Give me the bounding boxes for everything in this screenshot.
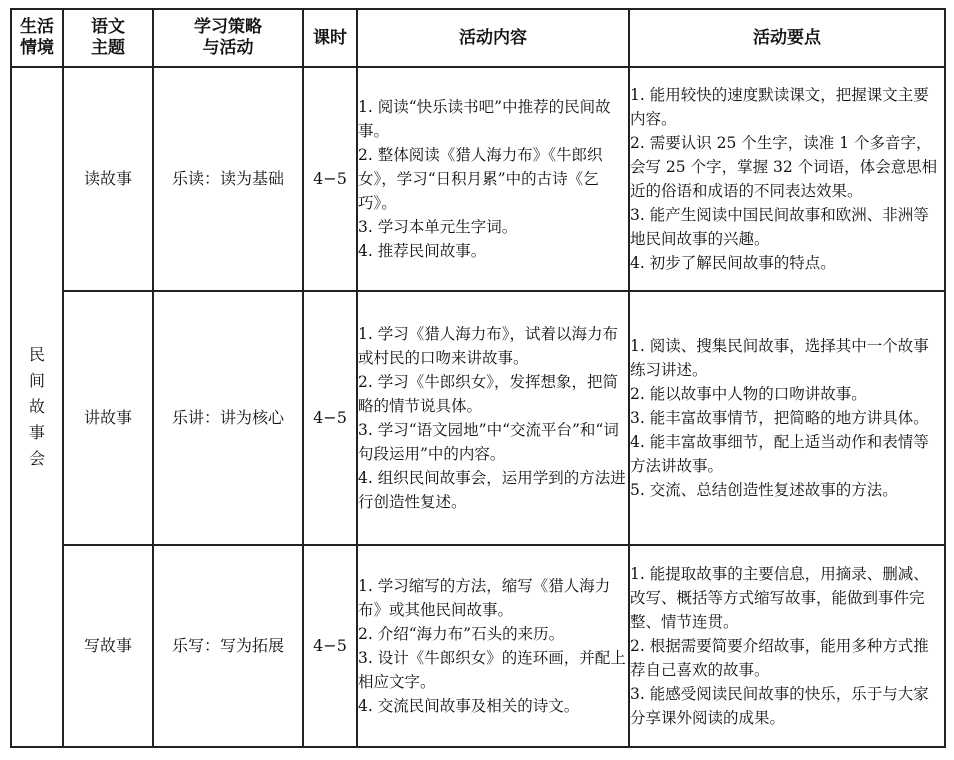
activity-plan-table: [10, 8, 946, 748]
theme-cell: 写故事: [63, 545, 153, 747]
hours-cell: 4−5: [303, 291, 357, 545]
content-cell: [357, 545, 629, 747]
list-item: 2. 根据需要简要介绍故事，能用多种方式推荐自己喜欢的故事。: [630, 637, 929, 679]
list-item: 3. 能感受阅读民间故事的快乐，乐于与大家分享课外阅读的成果。: [630, 685, 929, 727]
list-item: 1. 能提取故事的主要信息，用摘录、删减、改写、概括等方式缩写故事，能做到事件完整、情节连贯。: [630, 565, 929, 631]
list-item: 1. 能用较快的速度默读课文，把握课文主要内容。: [630, 86, 929, 128]
list-item: 1. 学习缩写的方法，缩写《猎人海力布》或其他民间故事。: [358, 577, 611, 619]
points-cell: [629, 291, 945, 545]
list-item: 1. 阅读、搜集民间故事，选择其中一个故事练习讲述。: [630, 337, 929, 379]
table-row: [11, 291, 945, 545]
header-row: [11, 9, 945, 67]
list-item: 2. 需要认识 25 个生字，读准 1 个多音字，会写 25 个字，掌握 32 个词语，体会意思相近的俗语和成语的不同表达效果。: [630, 134, 938, 200]
list-item: 5. 交流、总结创造性复述故事的方法。: [630, 481, 898, 499]
header-strategy: 学习策略 与活动: [153, 9, 303, 67]
list-item: 3. 学习“语文园地”中“交流平台”和“词句段运用”中的内容。: [358, 421, 619, 463]
strategy-cell: 乐写：写为拓展: [153, 545, 303, 747]
points-cell: [629, 67, 945, 291]
list-item: 4. 能丰富故事细节，配上适当动作和表情等方法讲故事。: [630, 433, 929, 475]
content-cell: [357, 67, 629, 291]
situation-cell: [11, 67, 63, 747]
list-item: 2. 整体阅读《猎人海力布》《牛郎织女》，学习“日积月累”中的古诗《乞巧》。: [358, 146, 603, 212]
list-item: 4. 推荐民间故事。: [358, 242, 487, 260]
strategy-cell: 乐讲：讲为核心: [153, 291, 303, 545]
header-situation: 生活 情境: [11, 9, 63, 67]
hours-cell: 4−5: [303, 545, 357, 747]
header-theme: 语文 主题: [63, 9, 153, 67]
list-item: 3. 能丰富故事情节，把简略的地方讲具体。: [630, 409, 929, 427]
list-item: 2. 学习《牛郎织女》，发挥想象，把简略的情节说具体。: [358, 373, 618, 415]
list-item: 2. 介绍“海力布”石头的来历。: [358, 625, 565, 643]
list-item: 4. 交流民间故事及相关的诗文。: [358, 697, 580, 715]
list-item: 3. 设计《牛郎织女》的连环画，并配上相应文字。: [358, 649, 626, 691]
theme-cell: 读故事: [63, 67, 153, 291]
header-hours: 课时: [303, 9, 357, 67]
strategy-cell: 乐读：读为基础: [153, 67, 303, 291]
points-cell: [629, 545, 945, 747]
list-item: 1. 阅读“快乐读书吧”中推荐的民间故事。: [358, 98, 611, 140]
list-item: 4. 组织民间故事会，运用学到的方法进行创造性复述。: [358, 469, 626, 511]
hours-cell: 4−5: [303, 67, 357, 291]
list-item: 2. 能以故事中人物的口吻讲故事。: [630, 385, 867, 403]
list-item: 3. 学习本单元生字词。: [358, 218, 518, 236]
theme-cell: 讲故事: [63, 291, 153, 545]
header-content: 活动内容: [357, 9, 629, 67]
header-points: 活动要点: [629, 9, 945, 67]
table-row: [11, 67, 945, 291]
list-item: 1. 学习《猎人海力布》，试着以海力布或村民的口吻来讲故事。: [358, 325, 618, 367]
activity-plan-table-wrapper: [10, 8, 946, 748]
table-row: [11, 545, 945, 747]
list-item: 4. 初步了解民间故事的特点。: [630, 254, 836, 272]
list-item: 3. 能产生阅读中国民间故事和欧洲、非洲等地民间故事的兴趣。: [630, 206, 929, 248]
situation-value: 民间故事会: [28, 345, 45, 468]
content-cell: [357, 291, 629, 545]
